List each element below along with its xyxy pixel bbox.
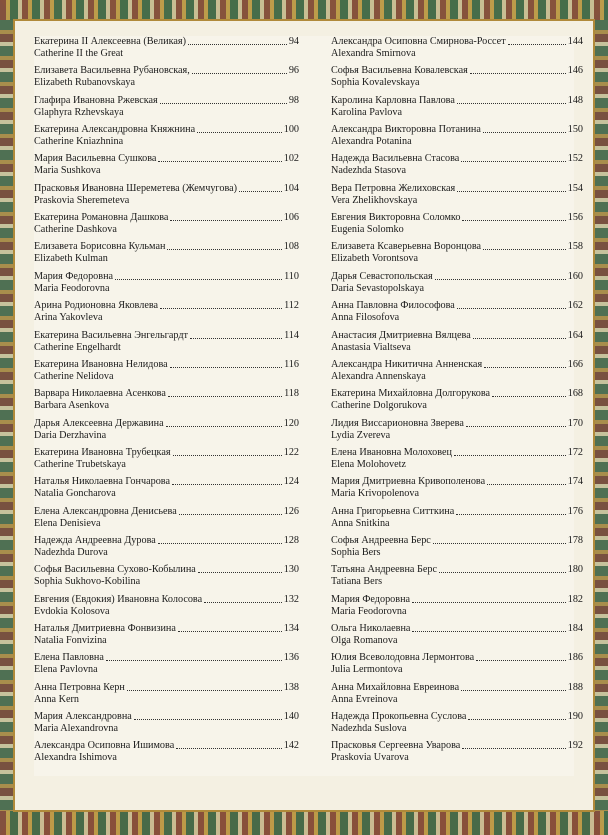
entry-english-name: Alexandra Smirnova [331, 48, 416, 59]
dot-leader [457, 191, 566, 192]
entry-english-name: Elena Pavlovna [34, 664, 98, 676]
toc-entry [34, 652, 299, 684]
entry-english-name: Elena Denisieva [34, 517, 101, 529]
toc-entry [331, 183, 583, 215]
dot-leader [167, 249, 281, 250]
dot-leader [170, 220, 281, 221]
toc-entry [331, 506, 583, 538]
entry-english-name: Nadezhda Suslova [331, 723, 407, 735]
entry-page-number: 184 [567, 623, 583, 634]
toc-entry [331, 36, 583, 68]
entry-russian-name: Анна Павловна Философова [331, 300, 455, 312]
toc-entry [331, 564, 583, 596]
entry-russian-name: Мария Федоровна [331, 593, 411, 605]
entry-russian-name: Елизавета Ксаверьевна Воронцова [331, 241, 482, 253]
toc-entry [34, 476, 299, 508]
toc-entry [34, 711, 299, 743]
dot-leader [204, 602, 282, 603]
dot-leader [483, 132, 566, 133]
dot-leader [192, 73, 287, 74]
entry-page-number: 136 [283, 652, 299, 664]
dot-leader [173, 455, 282, 456]
entry-page-number: 160 [567, 270, 583, 282]
entry-page-number: 156 [567, 212, 583, 224]
entry-russian-name: Александра Осиповна Ишимова [34, 740, 175, 752]
toc-entry [331, 153, 583, 185]
toc-entry [331, 271, 583, 303]
toc-entry [34, 418, 299, 450]
entry-english-name: Vera Zhelikhovskaya [331, 194, 418, 206]
entry-russian-name: Варвара Николаевна Асенкова [34, 388, 166, 400]
dot-leader [470, 73, 566, 74]
toc-entry [34, 183, 299, 215]
entry-russian-name: Наталья Николаевна Гончарова [34, 476, 170, 488]
toc-entry [331, 65, 583, 97]
dot-leader [176, 748, 281, 749]
entry-russian-name: Екатерина II Алексеевна (Великая) [34, 36, 186, 47]
toc-entry [331, 124, 583, 156]
entry-page-number: 126 [283, 505, 299, 517]
entry-page-number: 124 [283, 476, 299, 488]
border-ornament-top [0, 0, 608, 20]
dot-leader [433, 543, 566, 544]
entry-page-number: 190 [567, 711, 583, 723]
entry-russian-name: Юлия Всеволодовна Лермонтова [331, 652, 475, 664]
entry-english-name: Elizabeth Rubanovskaya [34, 77, 135, 89]
entry-page-number: 188 [567, 681, 583, 693]
entry-english-name: Tatiana Bers [331, 576, 383, 588]
entry-page-number: 96 [288, 65, 299, 77]
entry-russian-name: Арина Родионовна Яковлева [34, 300, 159, 312]
entry-english-name: Natalia Goncharova [34, 488, 116, 500]
entry-russian-name: Анна Михайловна Евреинова [331, 681, 460, 693]
toc-entry [34, 447, 299, 479]
entry-page-number: 180 [567, 564, 583, 576]
entry-russian-name: Екатерина Ивановна Нелидова [34, 358, 168, 370]
toc-entry [331, 594, 583, 626]
dot-leader [412, 602, 566, 603]
dot-leader [483, 249, 566, 250]
toc-entry [34, 124, 299, 156]
entry-page-number: 110 [284, 270, 299, 282]
entry-page-number: 134 [283, 623, 299, 634]
entry-russian-name: Екатерина Михайловна Долгорукова [331, 388, 491, 400]
toc-entry [34, 36, 299, 68]
dot-leader [158, 543, 282, 544]
dot-leader [457, 308, 566, 309]
entry-page-number: 100 [283, 124, 299, 136]
dot-leader [158, 161, 281, 162]
toc-entry [34, 594, 299, 626]
entry-russian-name: Наталья Дмитриевна Фонвизина [34, 623, 176, 634]
entry-english-name: Elena Molohovetz [331, 458, 406, 470]
dot-leader [179, 514, 282, 515]
toc-entry [331, 418, 583, 450]
entry-english-name: Sophia Kovalevskaya [331, 77, 420, 89]
entry-page-number: 170 [567, 417, 583, 429]
entry-english-name: Catherine Dolgorukova [331, 400, 427, 412]
entry-page-number: 120 [283, 417, 299, 429]
entry-page-number: 178 [567, 534, 583, 546]
entry-english-name: Catherine Nelidova [34, 370, 114, 382]
entry-english-name: Anna Evreinova [331, 693, 398, 705]
dot-leader [190, 338, 282, 339]
toc-entry [34, 212, 299, 244]
dot-leader [172, 484, 282, 485]
entry-page-number: 130 [283, 564, 299, 576]
toc-entry [34, 95, 299, 127]
entry-english-name: Sophia Sukhovo-Kobilina [34, 576, 141, 588]
toc-entry [34, 241, 299, 273]
entry-russian-name: Елизавета Васильевна Рубановская, [34, 65, 190, 77]
entry-russian-name: Мария Васильевна Сушкова [34, 153, 157, 165]
entry-english-name: Anna Snitkina [331, 517, 390, 529]
entry-russian-name: Мария Дмитриевна Кривополенова [331, 476, 486, 488]
entry-page-number: 116 [284, 358, 299, 370]
entry-russian-name: Елена Александровна Денисьева [34, 505, 177, 517]
toc-entry [331, 241, 583, 273]
entry-russian-name: Александра Викторовна Потанина [331, 124, 481, 136]
entry-russian-name: Каролина Карловна Павлова [331, 94, 455, 106]
entry-page-number: 140 [283, 711, 299, 723]
entry-page-number: 152 [567, 153, 583, 165]
entry-page-number: 174 [567, 476, 583, 488]
entry-english-name: Arina Yakovleva [34, 312, 103, 324]
entry-russian-name: Софья Васильевна Ковалевская [331, 65, 468, 77]
toc-entry [331, 95, 583, 127]
entry-russian-name: Надежда Васильевна Стасова [331, 153, 460, 165]
entry-english-name: Praskovia Sheremeteva [34, 194, 130, 206]
toc-entry [331, 711, 583, 743]
entry-page-number: 98 [288, 94, 299, 106]
dot-leader [168, 396, 282, 397]
entry-english-name: Maria Alexandrovna [34, 723, 119, 735]
entry-english-name: Lydia Zvereva [331, 429, 391, 441]
entry-english-name: Elizabeth Kulman [34, 253, 108, 265]
entry-english-name: Alexandra Ishimova [34, 752, 117, 764]
entry-english-name: Praskovia Uvarova [331, 752, 409, 764]
toc-entry [34, 388, 299, 420]
entry-english-name: Maria Feodorovna [34, 282, 110, 294]
dot-leader [462, 748, 565, 749]
entry-page-number: 166 [567, 358, 583, 370]
entry-english-name: Anna Kern [34, 693, 79, 705]
entry-page-number: 146 [567, 65, 583, 77]
toc-entry [34, 623, 299, 655]
toc-entry [34, 535, 299, 567]
entry-russian-name: Екатерина Романовна Дашкова [34, 212, 169, 224]
dot-leader [198, 572, 282, 573]
entry-russian-name: Прасковья Ивановна Шереметева (Жемчугова) [34, 182, 238, 194]
entry-russian-name: Надежда Прокопьевна Суслова [331, 711, 467, 723]
dot-leader [473, 338, 566, 339]
entry-english-name: Evdokia Kolosova [34, 605, 110, 617]
dot-leader [492, 396, 566, 397]
dot-leader [461, 161, 565, 162]
toc-entry [331, 652, 583, 684]
entry-russian-name: Александра Осиповна Смирнова-Россет [331, 36, 506, 47]
entry-russian-name: Мария Федоровна [34, 270, 114, 282]
entry-page-number: 168 [567, 388, 583, 400]
entry-page-number: 192 [567, 740, 583, 752]
entry-english-name: Eugenia Solomko [331, 224, 404, 236]
entry-english-name: Julia Lermontova [331, 664, 403, 676]
entry-russian-name: Елизавета Борисовна Кульман [34, 241, 166, 253]
entry-russian-name: Лидия Виссарионовна Зверева [331, 417, 464, 429]
dot-leader [508, 44, 566, 45]
dot-leader [134, 719, 282, 720]
dot-leader [454, 455, 566, 456]
entry-english-name: Maria Sushkova [34, 165, 101, 177]
dot-leader [466, 426, 566, 427]
entry-english-name: Daria Sevastopolskaya [331, 282, 425, 294]
entry-russian-name: Софья Васильевна Сухово-Кобылина [34, 564, 196, 576]
entry-page-number: 164 [567, 329, 583, 341]
entry-english-name: Catherine Engelhardt [34, 341, 121, 353]
entry-page-number: 108 [283, 241, 299, 253]
entry-page-number: 172 [567, 446, 583, 458]
entry-english-name: Alexandra Annenskaya [331, 370, 426, 382]
toc-entry [331, 359, 583, 391]
dot-leader [461, 690, 566, 691]
toc-entry [34, 564, 299, 596]
entry-page-number: 102 [283, 153, 299, 165]
entry-page-number: 148 [567, 94, 583, 106]
entry-russian-name: Вера Петровна Желиховская [331, 182, 456, 194]
entry-english-name: Catherine Dashkova [34, 224, 117, 236]
border-ornament-right [594, 20, 608, 811]
entry-english-name: Barbara Asenkova [34, 400, 109, 412]
entry-page-number: 128 [283, 534, 299, 546]
entry-russian-name: Глафира Ивановна Ржевская [34, 94, 158, 106]
entry-page-number: 150 [567, 124, 583, 136]
entry-page-number: 112 [284, 300, 299, 312]
entry-english-name: Alexandra Potanina [331, 136, 412, 148]
entry-english-name: Catherine Kniazhnina [34, 136, 124, 148]
toc-entry [331, 388, 583, 420]
entry-russian-name: Софья Андреевна Берс [331, 534, 431, 546]
entry-english-name: Maria Feodorovna [331, 605, 407, 617]
entry-page-number: 158 [567, 241, 583, 253]
dot-leader [166, 426, 282, 427]
entry-page-number: 132 [283, 593, 299, 605]
toc-entry [34, 300, 299, 332]
dot-leader [127, 690, 282, 691]
border-ornament-bottom [0, 811, 608, 835]
dot-leader [106, 660, 282, 661]
entry-russian-name: Дарья Севастопольская [331, 270, 433, 282]
entry-page-number: 118 [284, 388, 299, 400]
toc-entry [34, 271, 299, 303]
entry-page-number: 176 [567, 505, 583, 517]
toc-entry [331, 330, 583, 362]
toc-entry [331, 300, 583, 332]
dot-leader [462, 220, 565, 221]
dot-leader [188, 44, 287, 45]
toc-page [34, 36, 583, 776]
entry-page-number: 104 [283, 182, 299, 194]
toc-entry [34, 740, 299, 772]
entry-page-number: 182 [567, 593, 583, 605]
entry-english-name: Karolina Pavlova [331, 106, 403, 118]
entry-russian-name: Елена Ивановна Молоховец [331, 446, 452, 458]
entry-page-number: 144 [567, 36, 583, 47]
entry-page-number: 142 [283, 740, 299, 752]
entry-russian-name: Екатерина Ивановна Трубецкая [34, 446, 171, 458]
dot-leader [435, 279, 566, 280]
entry-russian-name: Анна Григорьевна Ситткина [331, 505, 455, 517]
dot-leader [457, 103, 566, 104]
dot-leader [456, 514, 565, 515]
entry-russian-name: Прасковья Сергеевна Уварова [331, 740, 461, 752]
border-ornament-left [0, 20, 14, 811]
dot-leader [197, 132, 282, 133]
dot-leader [160, 103, 287, 104]
entry-russian-name: Дарья Алексеевна Державина [34, 417, 164, 429]
toc-entry [34, 359, 299, 391]
entry-english-name: Daria Derzhavina [34, 429, 107, 441]
entry-russian-name: Екатерина Александровна Княжнина [34, 124, 196, 136]
dot-leader [178, 631, 282, 632]
entry-russian-name: Елена Павловна [34, 652, 104, 664]
toc-entry [34, 65, 299, 97]
toc-entry [331, 212, 583, 244]
entry-english-name: Anna Filosofova [331, 312, 400, 324]
entry-english-name: Natalia Fonvizina [34, 635, 107, 646]
dot-leader [239, 191, 282, 192]
entry-russian-name: Евгения (Евдокия) Ивановна Колосова [34, 593, 203, 605]
dot-leader [439, 572, 566, 573]
dot-leader [412, 631, 565, 632]
toc-entry [331, 476, 583, 508]
entry-russian-name: Надежда Андреевна Дурова [34, 534, 156, 546]
dot-leader [170, 367, 282, 368]
entry-page-number: 114 [284, 329, 299, 341]
dot-leader [115, 279, 282, 280]
entry-english-name: Anastasia Vialtseva [331, 341, 411, 353]
entry-page-number: 138 [283, 681, 299, 693]
toc-entry [34, 682, 299, 714]
entry-page-number: 186 [567, 652, 583, 664]
entry-english-name: Nadezhda Stasova [331, 165, 406, 177]
entry-english-name: Sophia Bers [331, 546, 381, 558]
toc-entry [331, 740, 583, 772]
dot-leader [487, 484, 566, 485]
toc-entry [34, 506, 299, 538]
entry-english-name: Maria Krivopolenova [331, 488, 419, 500]
toc-entry [331, 682, 583, 714]
entry-russian-name: Александра Никитична Анненская [331, 358, 483, 370]
entry-russian-name: Мария Александровна [34, 711, 132, 723]
dot-leader [484, 367, 566, 368]
entry-russian-name: Анастасия Дмитриевна Вялцева [331, 329, 471, 341]
entry-page-number: 154 [567, 182, 583, 194]
toc-entry [34, 153, 299, 185]
entry-page-number: 94 [288, 36, 299, 47]
entry-english-name: Catherine Trubetskaya [34, 458, 126, 470]
entry-russian-name: Ольга Николаевна [331, 623, 411, 634]
entry-page-number: 122 [283, 446, 299, 458]
toc-entry [331, 447, 583, 479]
entry-english-name: Nadezhda Durova [34, 546, 108, 558]
entry-english-name: Catherine II the Great [34, 48, 124, 59]
toc-entry [331, 535, 583, 567]
entry-page-number: 162 [567, 300, 583, 312]
entry-russian-name: Татьяна Андреевна Берс [331, 564, 437, 576]
entry-english-name: Glaphyra Rzhevskaya [34, 106, 124, 118]
entry-russian-name: Анна Петровна Керн [34, 681, 125, 693]
dot-leader [468, 719, 565, 720]
entry-russian-name: Евгения Викторовна Соломко [331, 212, 461, 224]
dot-leader [476, 660, 566, 661]
toc-entry [331, 623, 583, 655]
dot-leader [160, 308, 282, 309]
entry-english-name: Olga Romanova [331, 635, 398, 646]
toc-entry [34, 330, 299, 362]
entry-russian-name: Екатерина Васильевна Энгельгардт [34, 329, 188, 341]
entry-page-number: 106 [283, 212, 299, 224]
entry-english-name: Elizabeth Vorontsova [331, 253, 419, 265]
